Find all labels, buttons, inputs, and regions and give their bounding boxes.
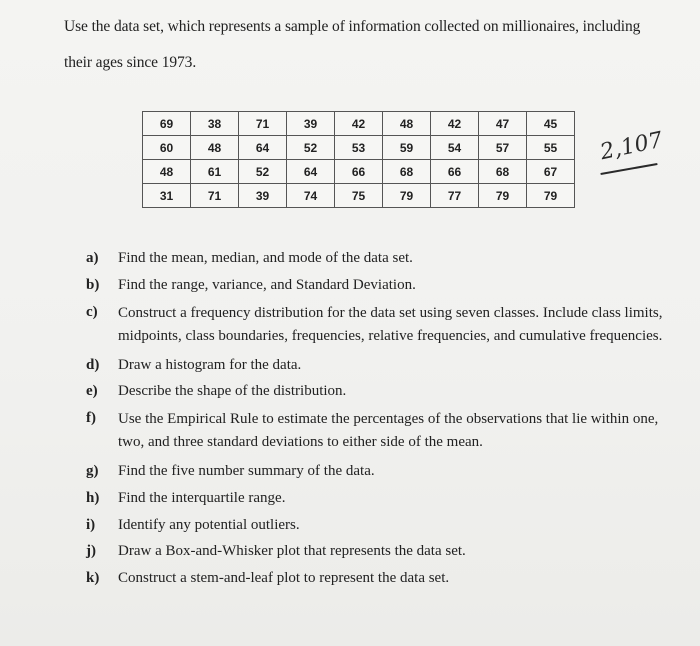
table-cell: 66 [335,160,383,184]
handwritten-note: 2,107 [598,127,665,166]
table-cell: 79 [479,184,527,208]
item-text: Draw a Box-and-Whisker plot that represents the data set. [118,543,466,560]
table-cell: 55 [527,136,575,160]
table-cell: 74 [287,184,335,208]
intro-line-1: Use the data set, which represents a sample of information collected on millionaires, including [64,18,641,35]
handwritten-underline [600,163,657,175]
table-cell: 57 [479,136,527,160]
item-text: Find the range, variance, and Standard Deviation. [118,276,416,293]
table-cell: 71 [239,112,287,136]
table-cell: 69 [143,112,191,136]
data-table [142,111,575,208]
table-cell: 79 [383,184,431,208]
table-cell: 67 [527,160,575,184]
table-cell: 48 [191,136,239,160]
item-text: Describe the shape of the distribution. [118,383,347,400]
table-cell: 54 [431,136,479,160]
intro-text [64,16,674,75]
table-row [143,184,575,208]
item-text: Construct a stem-and-leaf plot to represent the data set. [118,570,450,586]
table-cell: 64 [287,160,335,184]
table-cell: 59 [383,136,431,160]
table-cell: 31 [143,184,191,208]
list-item [86,248,666,268]
table-cell: 38 [191,112,239,136]
list-item [86,568,666,588]
list-item [86,302,666,349]
table-cell: 60 [143,136,191,160]
item-label: k) [86,570,100,586]
table-cell: 42 [431,112,479,136]
table-cell: 52 [287,136,335,160]
item-label: i) [86,516,96,533]
item-label: c) [86,303,98,320]
table-row [143,160,575,184]
table-row [143,136,575,160]
table-cell: 53 [335,136,383,160]
table-cell: 48 [383,112,431,136]
table-cell: 64 [239,136,287,160]
table-cell: 42 [335,112,383,136]
item-label: h) [86,489,100,506]
list-item [86,275,666,295]
list-item [86,461,666,481]
item-label: e) [86,383,98,400]
table-cell: 68 [479,160,527,184]
item-label: b) [86,276,100,293]
table-cell: 68 [383,160,431,184]
intro-line-2: their ages since 1973. [64,54,197,72]
item-text: Use the Empirical Rule to estimate the percentages of the observations that lie within one, two, and three standard deviations to either side of the mean. [118,411,659,451]
item-label: g) [86,463,99,479]
table-cell: 39 [287,112,335,136]
list-item [86,381,666,401]
table-cell: 39 [239,184,287,208]
item-text: Find the interquartile range. [118,489,286,506]
list-item [86,488,666,508]
table-cell: 61 [191,160,239,184]
table-cell: 77 [431,184,479,208]
item-text: Find the mean, median, and mode of the data set. [118,250,413,266]
table-cell: 75 [335,184,383,208]
item-label: a) [86,250,99,266]
table-cell: 47 [479,112,527,136]
item-label: f) [86,410,96,426]
list-item [86,541,666,561]
list-item [86,355,666,375]
item-label: d) [86,356,100,373]
table-cell: 71 [191,184,239,208]
item-text: Find the five number summary of the data. [118,463,375,479]
table-cell: 48 [143,160,191,184]
table-cell: 45 [527,112,575,136]
item-text: Draw a histogram for the data. [118,356,302,373]
list-item [86,515,666,535]
table-cell: 66 [431,160,479,184]
item-text: Construct a frequency distribution for the data set using seven classes. Include class limits, midpoints, class boundaries, frequencies, relative frequencies, and cumulative frequencies. [118,304,663,344]
table-row [143,112,575,136]
item-text: Identify any potential outliers. [118,516,300,533]
list-item [86,408,666,455]
item-label: j) [86,543,96,560]
table-cell: 79 [527,184,575,208]
table-cell: 52 [239,160,287,184]
task-list [86,248,666,595]
